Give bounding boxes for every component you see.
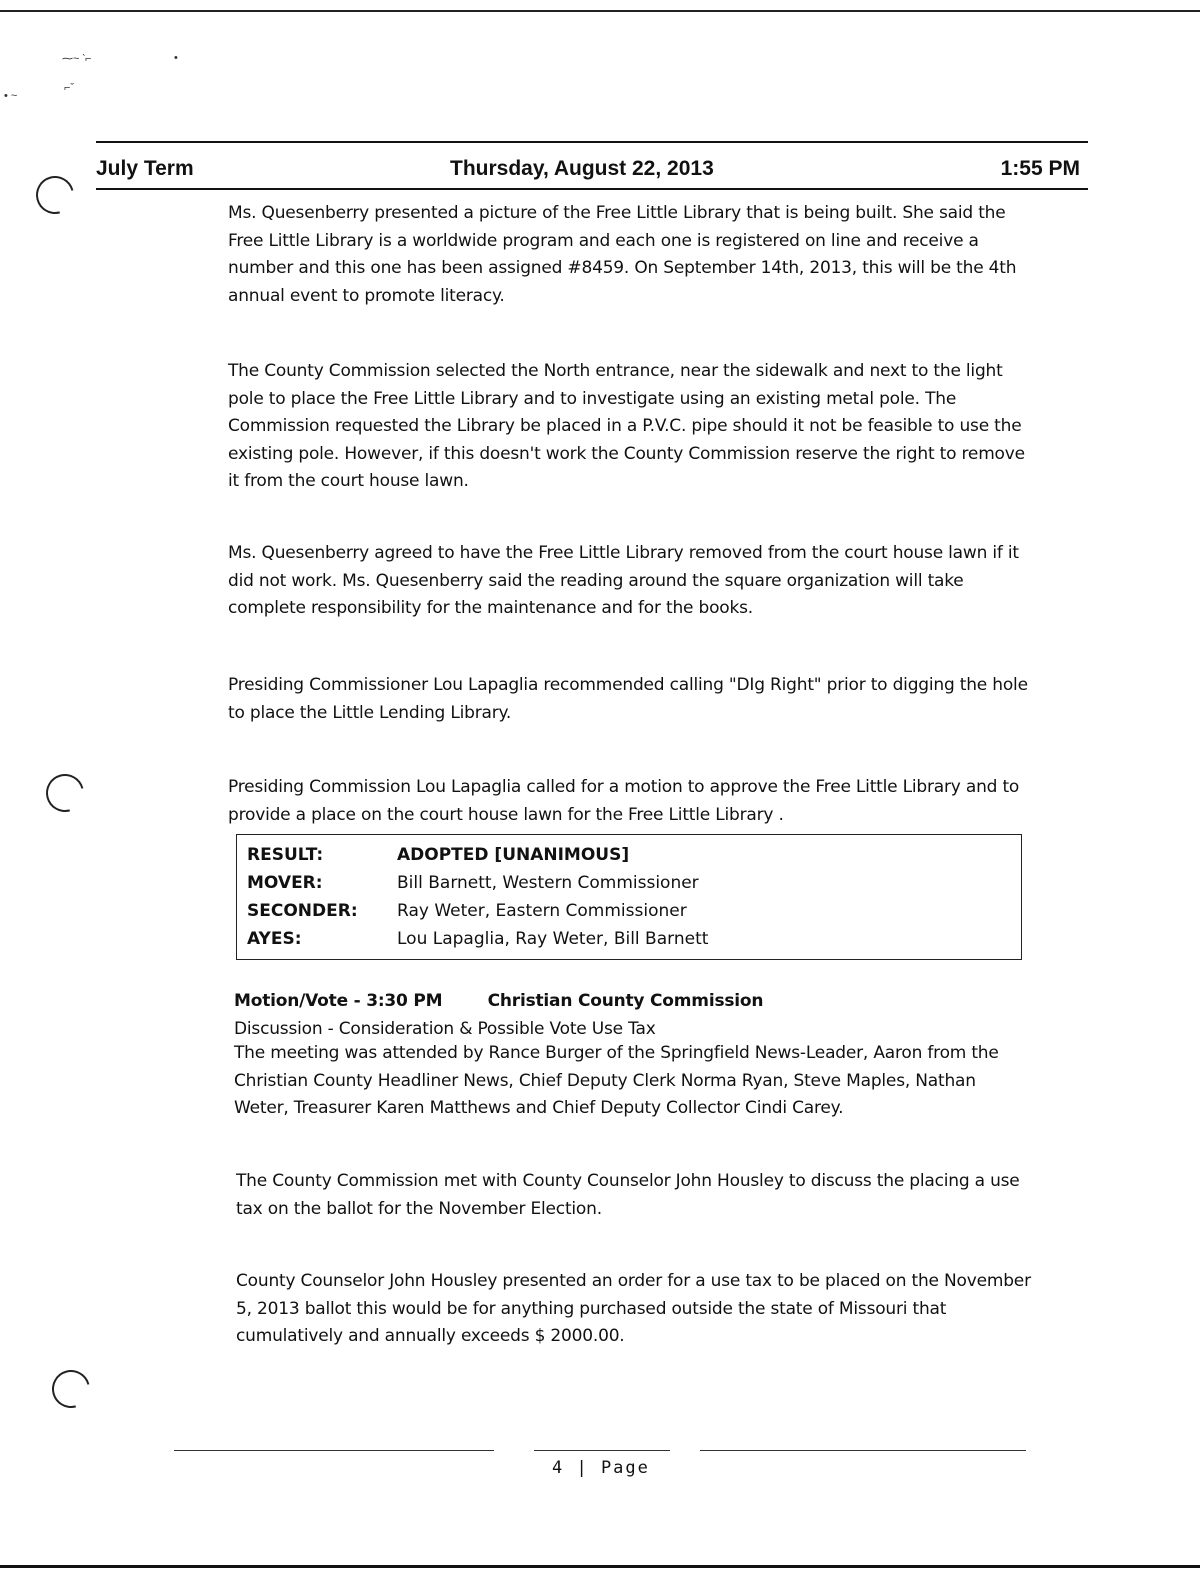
scan-speck: ⌐ˇ: [64, 82, 75, 94]
meeting-date: Thursday, August 22, 2013: [450, 157, 714, 180]
header-bottom-rule: [96, 188, 1088, 190]
scan-top-edge: [0, 10, 1200, 12]
motion-heading: Motion/Vote - 3:30 PM: [234, 991, 443, 1011]
paragraph-dig-right: Presiding Commissioner Lou Lapaglia recommended calling "DIg Right" prior to digging the hole to place the Little Lending Library.: [228, 675, 1028, 723]
footer-rule: [534, 1450, 670, 1451]
page-number: 4 | Page: [552, 1458, 650, 1478]
footer-rule: [700, 1450, 1026, 1451]
scan-bottom-edge: [0, 1565, 1200, 1568]
punch-hole-icon: [39, 767, 91, 819]
punch-hole-icon: [29, 169, 81, 221]
page-header: [96, 157, 1088, 185]
scan-speck: •: [174, 52, 178, 64]
meeting-time: 1:55 PM: [1000, 157, 1080, 180]
seconder-label: SECONDER:: [247, 901, 358, 921]
mover-label: MOVER:: [247, 873, 323, 893]
paragraph-use-tax-meeting: The County Commission met with County Counselor John Housley to discuss the placing a use tax on the ballot for the November Election.: [236, 1171, 1020, 1219]
paragraph-motion-call: Presiding Commission Lou Lapaglia called for a motion to approve the Free Little Library and to provide a place on the court house lawn for the Free Little Library .: [228, 777, 1020, 825]
paragraph-use-tax-order: County Counselor John Housley presented an order for a use tax to be placed on the November 5, 2013 ballot this would be for anything purchased outside the state of Missouri that cumulatively and annually exceeds $ 2000.00.: [236, 1271, 1031, 1346]
term-label: July Term: [96, 157, 194, 180]
discussion-line: Discussion - Consideration & Possible Vote Use Tax: [234, 1019, 656, 1039]
paragraph-library-intro: Ms. Quesenberry presented a picture of the Free Little Library that is being built. She said the Free Little Library is a worldwide program and each one is registered on line and receive a number and this one has been assigned #8459. On September 14th, 2013, this will be the 4th annual event to promote literacy.: [228, 203, 1017, 306]
scan-speck: • ~: [4, 90, 18, 102]
seconder-value: Ray Weter, Eastern Commissioner: [397, 901, 687, 921]
motion-heading-line: [234, 988, 1034, 1016]
scan-speck: ⁓~ ‵⌐: [62, 53, 92, 65]
result-value: ADOPTED [UNANIMOUS]: [397, 845, 630, 865]
footer-rule: [174, 1450, 494, 1451]
paragraph-attendance: The meeting was attended by Rance Burger of the Springfield News-Leader, Aaron from the Christian County Headliner News, Chief Deputy Clerk Norma Ryan, Steve Maples, Nathan Weter, Treasurer Karen Matthews and Chief Deputy Collector Cindi Carey.: [234, 1043, 999, 1118]
motion-body-name: Christian County Commission: [487, 991, 764, 1011]
mover-value: Bill Barnett, Western Commissioner: [397, 873, 699, 893]
ayes-value: Lou Lapaglia, Ray Weter, Bill Barnett: [397, 929, 709, 949]
paragraph-removal-agreement: Ms. Quesenberry agreed to have the Free Little Library removed from the court house lawn if it did not work. Ms. Quesenberry said the reading around the square organization will take complete responsibility for the maintenance and for the books.: [228, 543, 1019, 618]
result-label: RESULT:: [247, 845, 324, 865]
ayes-label: AYES:: [247, 929, 302, 949]
paragraph-location: The County Commission selected the North entrance, near the sidewalk and next to the light pole to place the Free Little Library and to investigate using an existing metal pole. The Commission requested the Library be placed in a P.V.C. pipe should it not be feasible to use the existing pole. However, if this doesn't work the County Commission reserve the right to remove it from the court house lawn.: [228, 361, 1025, 491]
header-top-rule: [96, 141, 1088, 143]
punch-hole-icon: [45, 1363, 97, 1415]
vote-result-box: [236, 834, 1022, 960]
